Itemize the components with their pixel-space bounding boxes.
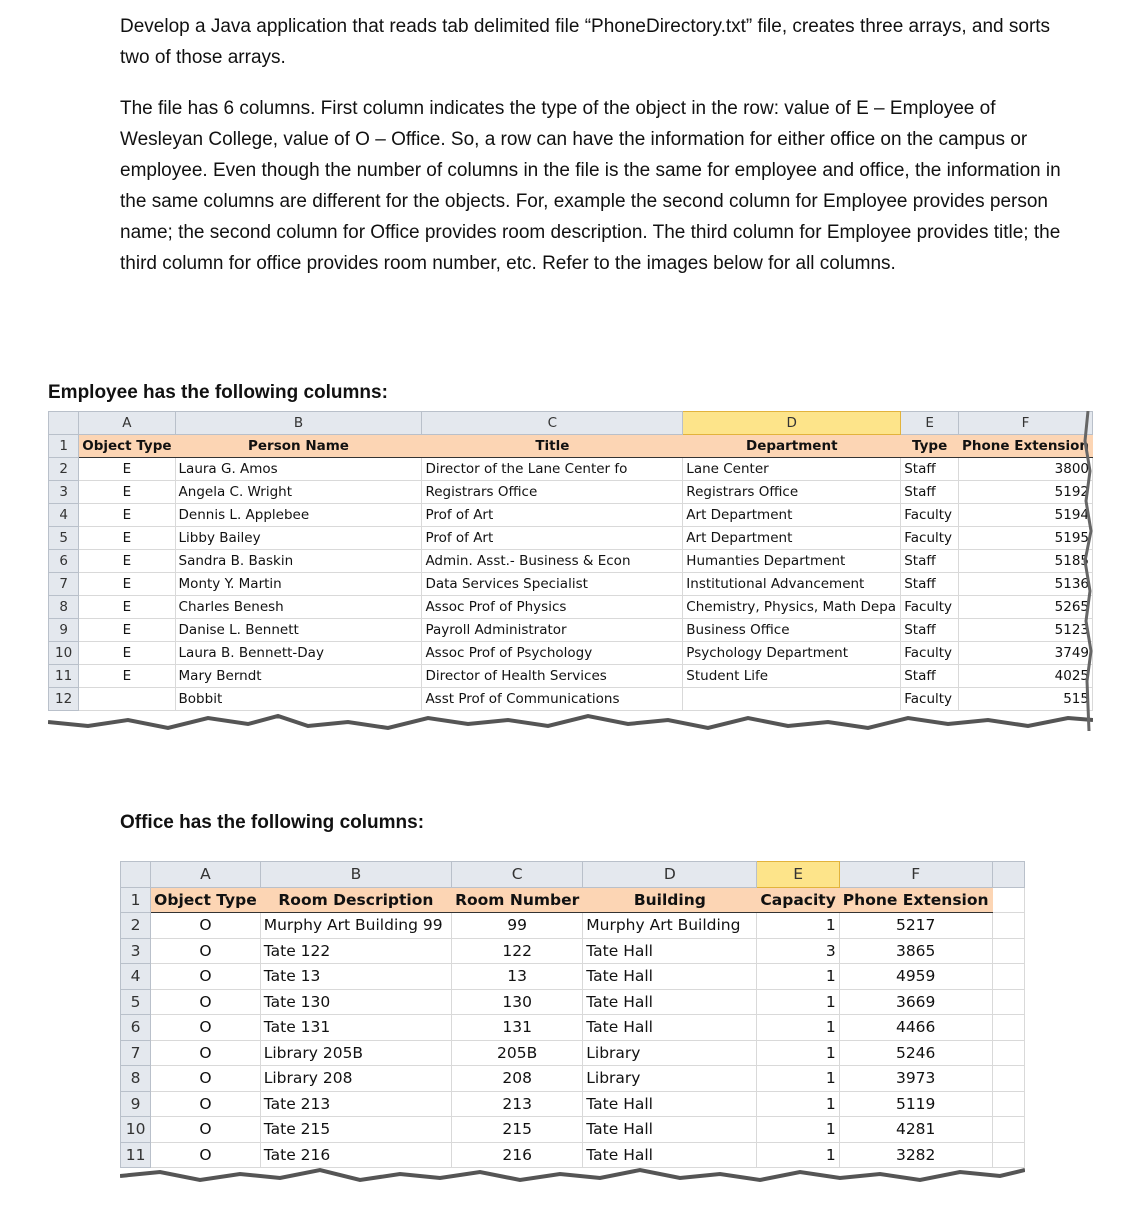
cell: Humanties Department: [683, 550, 901, 573]
table-row: [121, 1015, 1025, 1041]
column-title: Object Type: [79, 435, 175, 458]
cell: Art Department: [683, 527, 901, 550]
cell: Tate Hall: [583, 938, 757, 964]
cell: 4959: [839, 964, 992, 990]
table-row: [121, 1040, 1025, 1066]
cell: Staff: [901, 458, 959, 481]
row-number: 6: [121, 1015, 151, 1041]
cell: Bobbit: [175, 688, 422, 711]
cell: O: [151, 1091, 261, 1117]
cell: Institutional Advancement: [683, 573, 901, 596]
column-title: Phone Extension: [959, 435, 1093, 458]
row-number: 11: [49, 665, 79, 688]
column-header-blank: [992, 862, 1024, 888]
row-number: 2: [121, 913, 151, 939]
cell: 208: [452, 1066, 583, 1092]
cell: Tate 213: [260, 1091, 451, 1117]
cell: E: [79, 481, 175, 504]
column-title: Title: [422, 435, 683, 458]
cell: 5246: [839, 1040, 992, 1066]
table-row: [49, 481, 1093, 504]
cell: Library 205B: [260, 1040, 451, 1066]
cell: Assoc Prof of Physics: [422, 596, 683, 619]
cell: Staff: [901, 481, 959, 504]
cell: 5217: [839, 913, 992, 939]
torn-edge-right: [1083, 411, 1093, 731]
column-header-b: B: [175, 412, 422, 435]
column-header-b: B: [260, 862, 451, 888]
row-number: 6: [49, 550, 79, 573]
column-title: Room Number: [452, 887, 583, 913]
office-table: [120, 861, 1025, 1168]
table-row: [121, 913, 1025, 939]
cell: 3669: [839, 989, 992, 1015]
cell: 3800: [959, 458, 1093, 481]
cell: O: [151, 1066, 261, 1092]
cell: Director of Health Services: [422, 665, 683, 688]
cell: Murphy Art Building 99: [260, 913, 451, 939]
cell: E: [79, 642, 175, 665]
cell: O: [151, 989, 261, 1015]
table-row: [49, 619, 1093, 642]
cell: O: [151, 913, 261, 939]
cell: Lane Center: [683, 458, 901, 481]
header-row: [121, 887, 1025, 913]
cell: Tate 130: [260, 989, 451, 1015]
row-number: 1: [49, 435, 79, 458]
cell: Registrars Office: [683, 481, 901, 504]
cell: E: [79, 665, 175, 688]
row-number: 9: [49, 619, 79, 642]
cell: Student Life: [683, 665, 901, 688]
cell: 515: [959, 688, 1093, 711]
table-row: [121, 964, 1025, 990]
column-title: Type: [901, 435, 959, 458]
cell: Tate 122: [260, 938, 451, 964]
cell: Tate 215: [260, 1117, 451, 1143]
column-title: Phone Extension: [839, 887, 992, 913]
cell: O: [151, 1117, 261, 1143]
cell: Tate Hall: [583, 1142, 757, 1168]
column-header-d: D: [583, 862, 757, 888]
cell: O: [151, 1142, 261, 1168]
row-number: 4: [121, 964, 151, 990]
cell: 1: [757, 913, 839, 939]
cell: E: [79, 504, 175, 527]
cell: 215: [452, 1117, 583, 1143]
cell: Tate 13: [260, 964, 451, 990]
table-row: [49, 527, 1093, 550]
column-header-e: E: [757, 862, 839, 888]
select-all-corner: [121, 862, 151, 888]
empty-cell: [992, 1117, 1024, 1143]
cell: 1: [757, 1117, 839, 1143]
cell: Tate Hall: [583, 1117, 757, 1143]
column-letter-row: [121, 862, 1025, 888]
cell: 216: [452, 1142, 583, 1168]
cell: Psychology Department: [683, 642, 901, 665]
cell: Registrars Office: [422, 481, 683, 504]
cell: 4025: [959, 665, 1093, 688]
header-row: [49, 435, 1093, 458]
cell: O: [151, 938, 261, 964]
row-number: 3: [49, 481, 79, 504]
column-title: Building: [583, 887, 757, 913]
cell: Payroll Administrator: [422, 619, 683, 642]
cell: Tate Hall: [583, 1015, 757, 1041]
cell: Assoc Prof of Psychology: [422, 642, 683, 665]
empty-cell: [992, 1091, 1024, 1117]
cell: Staff: [901, 550, 959, 573]
cell: 3282: [839, 1142, 992, 1168]
cell: 5185: [959, 550, 1093, 573]
column-header-a: A: [79, 412, 175, 435]
table-row: [49, 596, 1093, 619]
cell: Data Services Specialist: [422, 573, 683, 596]
cell: E: [79, 550, 175, 573]
table-row: [121, 1117, 1025, 1143]
cell: Director of the Lane Center fo: [422, 458, 683, 481]
cell: Business Office: [683, 619, 901, 642]
cell: E: [79, 596, 175, 619]
cell: E: [79, 619, 175, 642]
table-row: [49, 573, 1093, 596]
cell: Sandra B. Baskin: [175, 550, 422, 573]
cell: 5194: [959, 504, 1093, 527]
row-number: 11: [121, 1142, 151, 1168]
intro-paragraph-2: The file has 6 columns. First column indicates the type of the object in the row: value of E – Employee of Wesleyan College, value of O – Office. So, a row can have the information for either office on the campus or employee. Even though the number of columns in the file is the same for employee and office, the information in the same columns are different for the objects. For, example the second column for Employee provides person name; the second column for Office provides room description. The third column for Employee provides title; the third column for office provides room number, etc. Refer to the images below for all columns.: [120, 98, 1061, 274]
cell: Faculty: [901, 688, 959, 711]
cell: Tate Hall: [583, 964, 757, 990]
cell: [683, 688, 901, 711]
cell: Mary Berndt: [175, 665, 422, 688]
empty-cell: [992, 989, 1024, 1015]
row-number: 12: [49, 688, 79, 711]
cell: Faculty: [901, 504, 959, 527]
column-letter-row: [49, 412, 1093, 435]
cell: Danise L. Bennett: [175, 619, 422, 642]
cell: Murphy Art Building: [583, 913, 757, 939]
column-header-d: D: [683, 412, 901, 435]
cell: 5136: [959, 573, 1093, 596]
column-header-e: E: [901, 412, 959, 435]
cell: 213: [452, 1091, 583, 1117]
torn-edge: [120, 1166, 1025, 1191]
cell: 1: [757, 1040, 839, 1066]
cell: Tate 131: [260, 1015, 451, 1041]
cell: Prof of Art: [422, 504, 683, 527]
cell: E: [79, 458, 175, 481]
cell: 1: [757, 1091, 839, 1117]
cell: 130: [452, 989, 583, 1015]
cell: 3749: [959, 642, 1093, 665]
cell: 5265: [959, 596, 1093, 619]
row-number: 8: [121, 1066, 151, 1092]
cell: Staff: [901, 665, 959, 688]
cell: 122: [452, 938, 583, 964]
table-row: [121, 989, 1025, 1015]
cell: 3865: [839, 938, 992, 964]
cell: Library: [583, 1040, 757, 1066]
cell: Monty Y. Martin: [175, 573, 422, 596]
cell: Dennis L. Applebee: [175, 504, 422, 527]
intro-paragraph-1: Develop a Java application that reads tab delimited file “PhoneDirectory.txt” file, creates three arrays, and sorts two of those arrays.: [120, 16, 1051, 68]
column-header-c: C: [422, 412, 683, 435]
cell: Tate 216: [260, 1142, 451, 1168]
column-title: Capacity: [757, 887, 839, 913]
cell: E: [79, 527, 175, 550]
cell: Laura G. Amos: [175, 458, 422, 481]
cell: 4466: [839, 1015, 992, 1041]
row-number: 7: [121, 1040, 151, 1066]
cell: 3: [757, 938, 839, 964]
cell: Tate Hall: [583, 1091, 757, 1117]
cell: E: [79, 573, 175, 596]
employee-table: [48, 411, 1093, 711]
cell: Asst Prof of Communications: [422, 688, 683, 711]
cell: Charles Benesh: [175, 596, 422, 619]
row-number: 3: [121, 938, 151, 964]
cell: 1: [757, 1066, 839, 1092]
column-header-a: A: [151, 862, 261, 888]
row-number: 1: [121, 887, 151, 913]
table-row: [121, 1066, 1025, 1092]
empty-cell: [992, 964, 1024, 990]
cell: 13: [452, 964, 583, 990]
cell: 5192: [959, 481, 1093, 504]
empty-cell: [992, 1066, 1024, 1092]
cell: Faculty: [901, 642, 959, 665]
cell: Faculty: [901, 527, 959, 550]
row-number: 10: [121, 1117, 151, 1143]
cell: 131: [452, 1015, 583, 1041]
cell: Admin. Asst.- Business & Econ: [422, 550, 683, 573]
cell: O: [151, 1015, 261, 1041]
column-header-f: F: [839, 862, 992, 888]
employee-heading: Employee has the following columns:: [48, 382, 388, 403]
office-heading: Office has the following columns:: [120, 812, 425, 833]
partial-row: [49, 688, 1093, 711]
empty-cell: [992, 887, 1024, 913]
cell: Tate Hall: [583, 989, 757, 1015]
cell: Angela C. Wright: [175, 481, 422, 504]
cell: 205B: [452, 1040, 583, 1066]
cell: O: [151, 964, 261, 990]
cell: 5123: [959, 619, 1093, 642]
cell: 4281: [839, 1117, 992, 1143]
cell: O: [151, 1040, 261, 1066]
row-number: 4: [49, 504, 79, 527]
empty-cell: [992, 913, 1024, 939]
table-row: [49, 458, 1093, 481]
cell: Library 208: [260, 1066, 451, 1092]
cell: Laura B. Bennett-Day: [175, 642, 422, 665]
cell: Chemistry, Physics, Math Depa: [683, 596, 901, 619]
column-title: Department: [683, 435, 901, 458]
cell: 5195: [959, 527, 1093, 550]
employee-spreadsheet-image: [48, 411, 1093, 741]
table-row: [49, 665, 1093, 688]
row-number: 5: [49, 527, 79, 550]
cell: Art Department: [683, 504, 901, 527]
empty-cell: [992, 1040, 1024, 1066]
cell: 1: [757, 989, 839, 1015]
row-number: 7: [49, 573, 79, 596]
table-row: [49, 550, 1093, 573]
empty-cell: [992, 938, 1024, 964]
table-row: [121, 1091, 1025, 1117]
table-row: [121, 1142, 1025, 1168]
empty-cell: [992, 1142, 1024, 1168]
row-number: 2: [49, 458, 79, 481]
cell: [79, 688, 175, 711]
table-row: [49, 642, 1093, 665]
office-spreadsheet-image: [120, 861, 1025, 1191]
cell: Staff: [901, 619, 959, 642]
cell: Libby Bailey: [175, 527, 422, 550]
column-title: Person Name: [175, 435, 422, 458]
torn-edge: [48, 712, 1093, 740]
empty-cell: [992, 1015, 1024, 1041]
table-row: [49, 504, 1093, 527]
select-all-corner: [49, 412, 79, 435]
row-number: 9: [121, 1091, 151, 1117]
cell: 1: [757, 1142, 839, 1168]
cell: 99: [452, 913, 583, 939]
cell: 1: [757, 964, 839, 990]
row-number: 5: [121, 989, 151, 1015]
cell: 1: [757, 1015, 839, 1041]
cell: Library: [583, 1066, 757, 1092]
cell: 5119: [839, 1091, 992, 1117]
row-number: 10: [49, 642, 79, 665]
column-header-c: C: [452, 862, 583, 888]
column-title: Room Description: [260, 887, 451, 913]
cell: Staff: [901, 573, 959, 596]
table-row: [121, 938, 1025, 964]
row-number: 8: [49, 596, 79, 619]
cell: Faculty: [901, 596, 959, 619]
cell: 3973: [839, 1066, 992, 1092]
cell: Prof of Art: [422, 527, 683, 550]
column-header-f: F: [959, 412, 1093, 435]
column-title: Object Type: [151, 887, 261, 913]
